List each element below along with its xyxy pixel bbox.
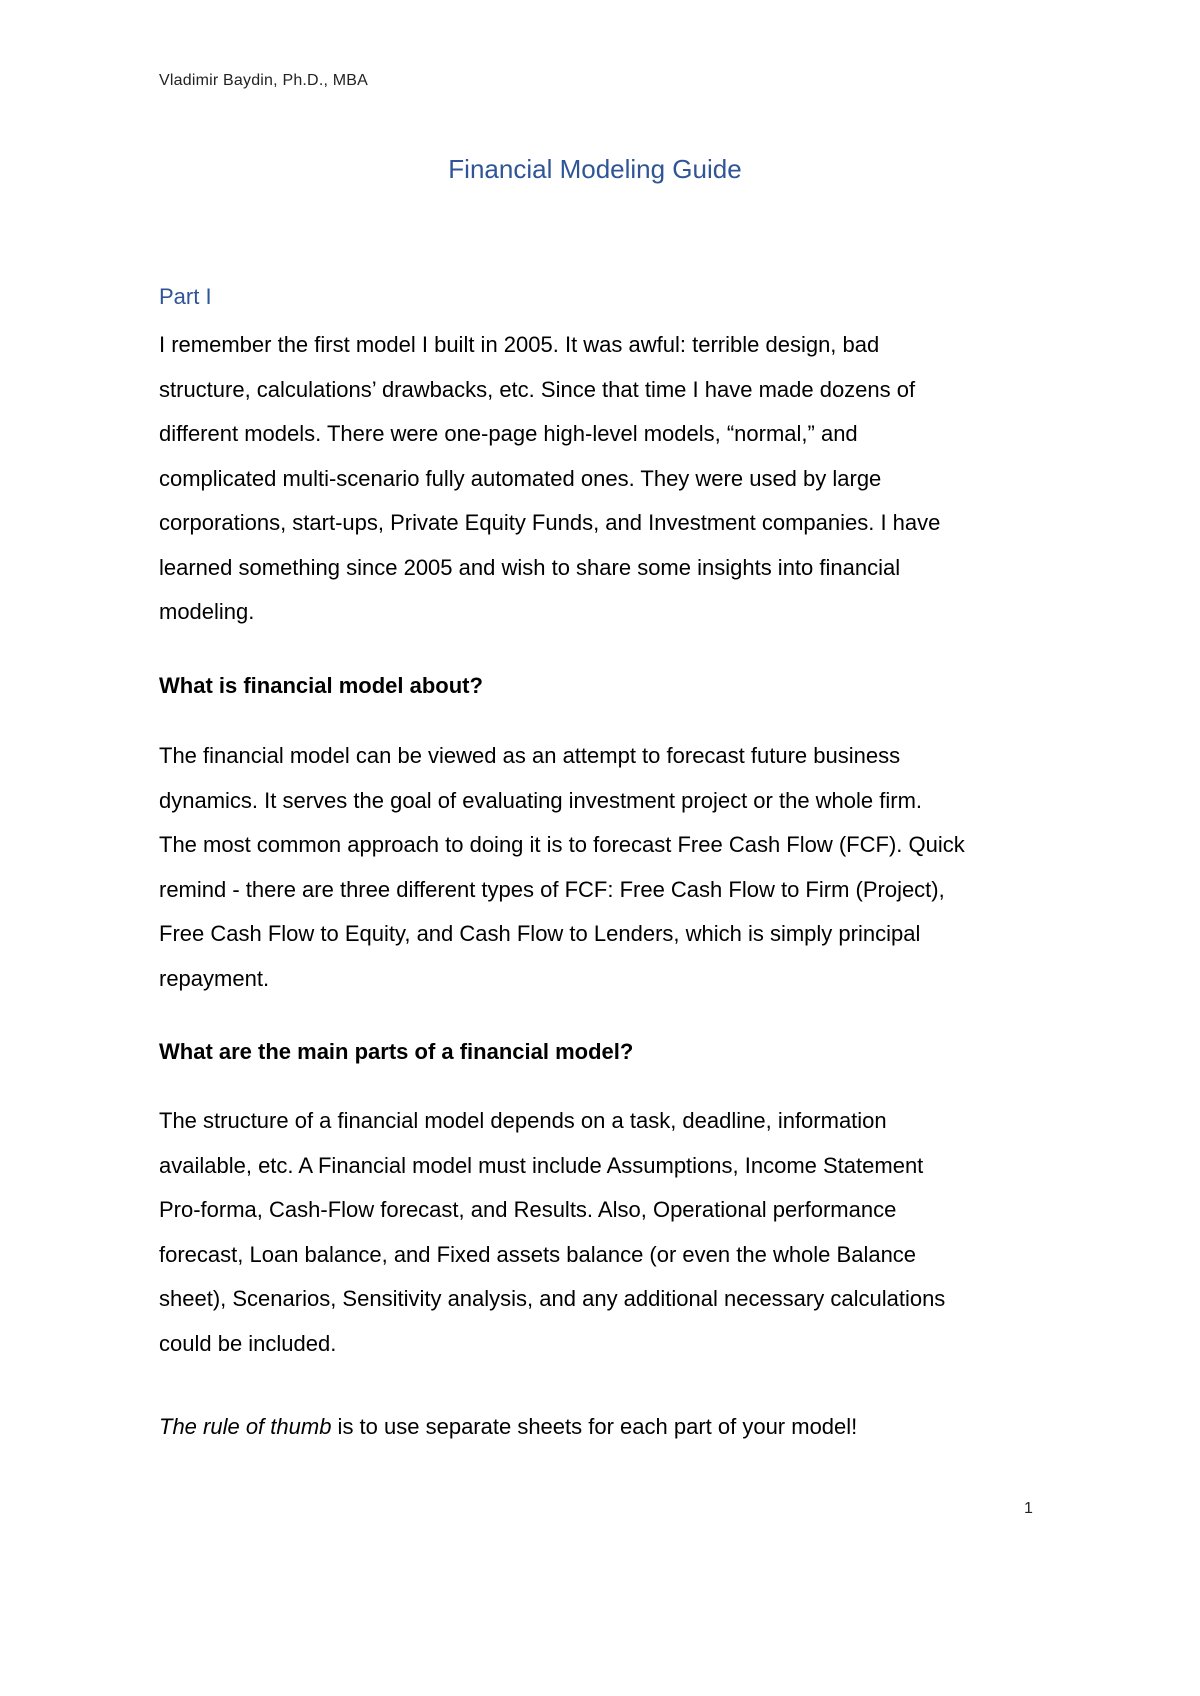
paragraph-line: Pro-forma, Cash-Flow forecast, and Results. Also, Operational performance <box>159 1197 897 1222</box>
paragraph-line: complicated multi-scenario fully automated ones. They were used by large <box>159 465 882 491</box>
paragraph-line: forecast, Loan balance, and Fixed assets balance (or even the whole Balance <box>159 1241 917 1267</box>
section1-paragraph <box>159 734 1039 1001</box>
intro-paragraph <box>159 323 1039 635</box>
paragraph-line: structure, calculations’ drawbacks, etc. Since that time I have made dozens of <box>159 376 916 402</box>
page-number: 1 <box>1024 1500 1033 1517</box>
paragraph-line: dynamics. It serves the goal of evaluating investment project or the whole firm. <box>159 787 923 813</box>
paragraph-line: available, etc. A Financial model must include Assumptions, Income Statement <box>159 1152 924 1178</box>
rule-of-thumb-line <box>159 1414 857 1440</box>
rule-of-thumb-text: is to use separate sheets for each part of your model! <box>331 1414 858 1439</box>
paragraph-line: repayment. <box>159 965 270 991</box>
part-heading: Part I <box>159 284 212 309</box>
paragraph-line: The financial model can be viewed as an attempt to forecast future business <box>159 743 901 768</box>
paragraph-line: modeling. <box>159 599 255 624</box>
section-heading-main-parts: What are the main parts of a financial model? <box>159 1039 634 1064</box>
paragraph-line: I remember the first model I built in 2005. It was awful: terrible design, bad <box>159 332 880 357</box>
paragraph-line: corporations, start-ups, Private Equity Funds, and Investment companies. I have <box>159 510 941 535</box>
rule-of-thumb-emphasis: The rule of thumb <box>159 1414 332 1439</box>
header-author: Vladimir Baydin, Ph.D., MBA <box>159 72 369 89</box>
document-title: Financial Modeling Guide <box>448 154 742 184</box>
section-heading-model-about: What is financial model about? <box>159 673 483 698</box>
paragraph-line: different models. There were one-page high-level models, “normal,” and <box>159 421 858 446</box>
paragraph-line: could be included. <box>159 1330 337 1356</box>
section2-paragraph <box>159 1099 1039 1366</box>
paragraph-line: The most common approach to doing it is to forecast Free Cash Flow (FCF). Quick <box>159 832 965 857</box>
paragraph-line: The structure of a financial model depends on a task, deadline, information <box>159 1108 887 1133</box>
paragraph-line: learned something since 2005 and wish to share some insights into financial <box>159 554 901 580</box>
paragraph-line: Free Cash Flow to Equity, and Cash Flow to Lenders, which is simply principal <box>159 921 921 946</box>
paragraph-line: remind - there are three different types of FCF: Free Cash Flow to Firm (Project), <box>159 876 945 902</box>
paragraph-line: sheet), Scenarios, Sensitivity analysis, and any additional necessary calculations <box>159 1286 946 1311</box>
